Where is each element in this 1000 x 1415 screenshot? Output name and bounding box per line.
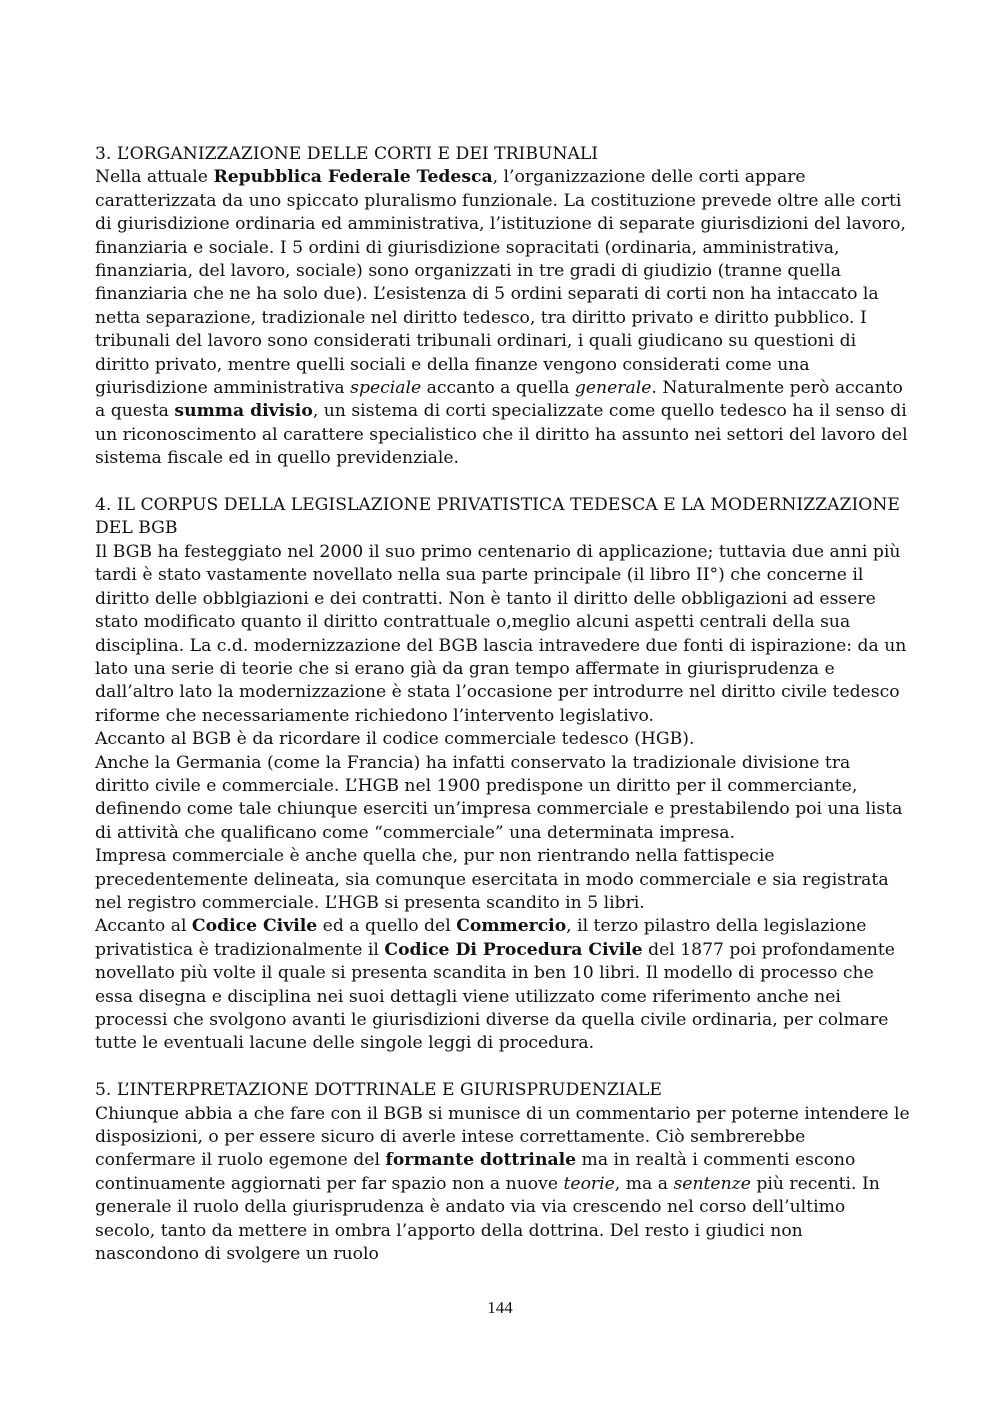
- text-run: , ma a: [614, 1173, 674, 1194]
- page-body: [95, 143, 910, 1266]
- text-run: accanto a quella: [421, 378, 575, 399]
- text-run: , un sistema di corti specializzate come quello tedesco ha il senso di un riconoscimento al carattere specialistico che il diritto ha assunto nei settori del lavoro del sistema fiscale ed in quello previdenziale.: [95, 401, 908, 469]
- text-run: , il terzo pilastro della legislazione privatistica è tradizionalmente il: [95, 916, 867, 960]
- text-run: ed a quello del: [317, 916, 457, 937]
- text-run: Nella attuale: [95, 167, 214, 188]
- bold-text: Repubblica Federale Tedesca: [213, 167, 493, 188]
- italic-text: teorie: [563, 1173, 615, 1194]
- text-run: ma in realtà i commenti escono continuamente aggiornati per far spazio non a nuove: [95, 1150, 856, 1194]
- paragraph: [95, 752, 910, 846]
- bold-text: Codice Civile: [191, 916, 318, 937]
- paragraph: [95, 1103, 910, 1267]
- page-number: 144: [487, 1298, 513, 1317]
- paragraph: [95, 541, 910, 728]
- section-heading: 4. IL CORPUS DELLA LEGISLAZIONE PRIVATISTICA TEDESCA E LA MODERNIZZAZIONE DEL BGB: [95, 495, 900, 539]
- text-run: Anche la Germania (come la Francia) ha infatti conservato la tradizionale divisione tra diritto civile e commerciale. L’HGB nel 1900 predispone un diritto per il commerciante, definendo come tale chiunque eserciti un’impresa commerciale e prestabilendo poi una lista di attività che qualificano come “commerciale” una determinata impresa.: [95, 752, 903, 843]
- text-run: Il BGB ha festeggiato nel 2000 il suo primo centenario di applicazione; tuttavia due anni più tardi è stato vastamente novellato nella sua parte principale (il libro II°) che concerne il diritto delle obblgiazioni e dei contratti. Non è tanto il diritto delle obbligazioni ad essere stato modificato quanto il diritto contrattuale o,meglio alcuni aspetti centrali della sua disciplina. La c.d. modernizzazione del BGB lascia intravedere due fonti di ispirazione: da un lato una serie di teorie che si erano già da gran tempo affermate in giurisprudenza e dall’altro lato la modernizzazione è stata l’occasione per introdurre nel diritto civile tedesco riforme che necessariamente richiedono l’intervento legislativo.: [95, 541, 907, 726]
- bold-text: summa divisio: [174, 401, 313, 422]
- text-run: più recenti. In generale il ruolo della giurisprudenza è andato via via crescendo nel corso dell’ultimo secolo, tanto da mettere in ombra l’apporto della dottrina. Del resto i giudici non nascondono di svolgere un ruolo: [95, 1173, 880, 1265]
- section-heading: 3. L’ORGANIZZAZIONE DELLE CORTI E DEI TRIBUNALI: [95, 144, 599, 164]
- section-spacer: [95, 471, 910, 494]
- bold-text: Codice Di Procedura Civile: [384, 939, 643, 960]
- paragraph: [95, 728, 910, 751]
- text-run: Chiunque abbia a che fare con il BGB si munisce di un commentario per poterne intendere le disposizioni, o per essere sicuro di averle intese correttamente. Ciò sembrerebbe confermare il ruolo egemone del: [95, 1103, 910, 1171]
- text-run: . Naturalmente però accanto a questa: [95, 378, 903, 422]
- bold-text: formante dottrinale: [385, 1150, 577, 1171]
- italic-text: generale: [574, 378, 652, 399]
- italic-text: speciale: [350, 378, 422, 399]
- text-run: del 1877 poi profondamente novellato più volte il quale si presenta scandita in ben 10 libri. Il modello di processo che essa disegna e disciplina nei suoi dettagli viene utilizzato come riferimento anche nei processi che svolgono avanti le giurisdizioni diverse da quella civile ordinaria, per colmare tutte le eventuali lacune delle singole leggi di procedura.: [95, 939, 895, 1054]
- bold-text: Commercio: [456, 916, 567, 937]
- paragraph: [95, 845, 910, 915]
- section-spacer: [95, 1056, 910, 1079]
- italic-text: sentenze: [673, 1173, 751, 1194]
- text-run: Impresa commerciale è anche quella che, pur non rientrando nella fattispecie precedentemente delineata, sia comunque esercitata in modo commerciale e sia registrata nel registro commerciale. L’HGB si presenta scandito in 5 libri.: [95, 846, 889, 913]
- text-run: Accanto al: [95, 916, 192, 937]
- text-run: , l’organizzazione delle corti appare caratterizzata da uno spiccato pluralismo funzionale. La costituzione prevede oltre alle corti di giurisdizione ordinaria ed amministrativa, l’istituzione di separate giurisdizioni del lavoro, finanziaria e sociale. I 5 ordini di giurisdizione sopracitati (ordinaria, amministrativa, finanziaria, del lavoro, sociale) sono organizzati in tre gradi di giudizio (tranne quella finanziaria che ne ha solo due). L’esistenza di 5 ordini separati di corti non ha intaccato la netta separazione, tradizionale nel diritto tedesco, tra diritto privato e diritto pubblico. I tribunali del lavoro sono considerati tribunali ordinari, i quali giudicano su questioni di diritto privato, mentre quelli sociali e della finanze vengono considerati come una giurisdizione amministrativa: [95, 167, 906, 399]
- section-heading: 5. L’INTERPRETAZIONE DOTTRINALE E GIURISPRUDENZIALE: [95, 1080, 662, 1101]
- text-run: Accanto al BGB è da ricordare il codice commerciale tedesco (HGB).: [95, 729, 695, 750]
- paragraph: [95, 915, 910, 1055]
- paragraph: [95, 166, 910, 470]
